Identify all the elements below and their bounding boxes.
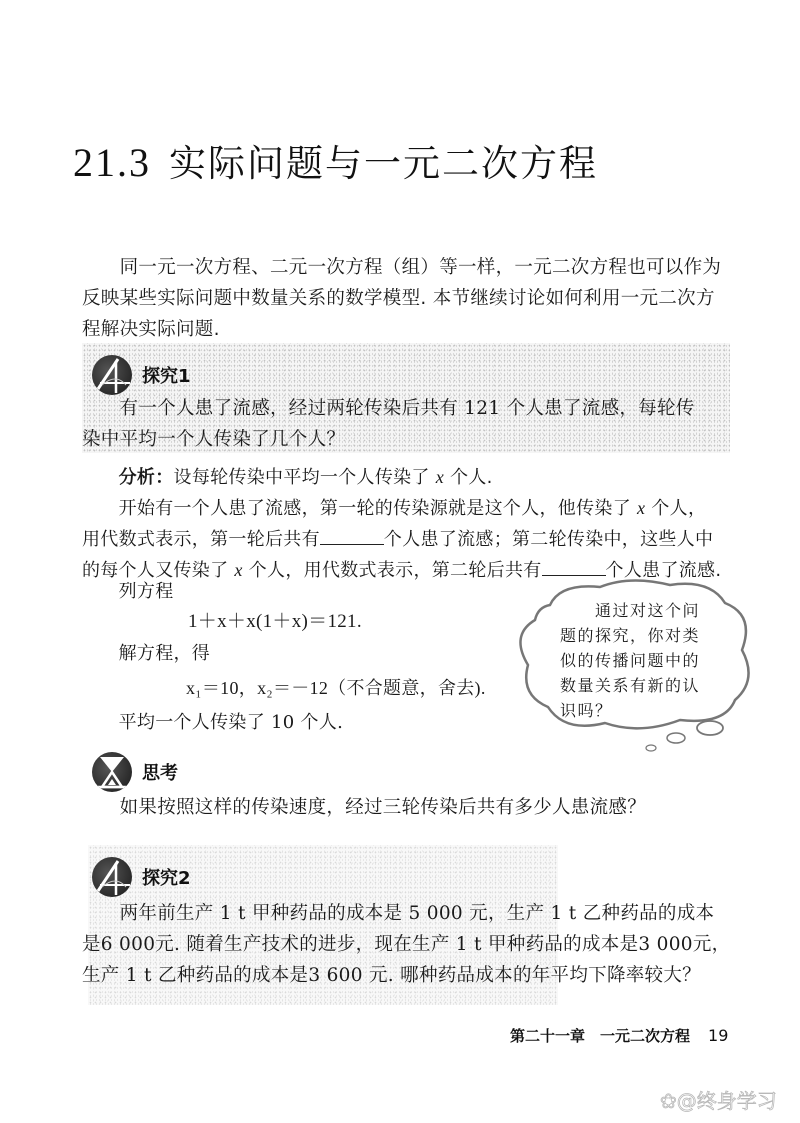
explore2-problem: [82, 898, 730, 991]
conclusion: 平均一个人传染了 10 个人.: [82, 712, 344, 733]
intro-paragraph: [82, 252, 762, 345]
section-title: [73, 133, 598, 187]
think-question: 如果按照这样的传染速度，经过三轮传染后共有多少人患流感？: [82, 797, 647, 818]
section-number: 21.3: [73, 140, 151, 185]
problem-line: 是6 000元. 随着生产技术的进步，现在生产 1 t 甲种药品的成本是3 000元，: [82, 934, 731, 955]
analysis-text: 用代数式表示，第一轮后共有: [82, 529, 320, 550]
problem-line: 两年前生产 1 t 甲种药品的成本是 5 000 元，生产 1 t 乙种药品的成本: [82, 903, 715, 924]
analysis-text: 个人患了流感.: [605, 560, 722, 581]
think-header: [92, 752, 178, 792]
explore2-header: [92, 857, 191, 897]
paw-icon: ❀: [660, 1089, 677, 1113]
equation: 1＋x＋x(1＋x)＝121.: [188, 611, 362, 632]
think-label: 思考: [142, 763, 178, 784]
intro-line: 同一元一次方程、二元一次方程（组）等一样，一元二次方程也可以作为: [82, 257, 722, 278]
analysis-line: [82, 493, 721, 524]
problem-line: 染中平均一个人传染了几个人？: [82, 429, 346, 450]
intro-line: 反映某些实际问题中数量关系的数学模型. 本节继续讨论如何利用一元二次方: [82, 288, 715, 309]
analysis-text: 开始有一个人患了流感，第一轮的传染源就是这个人，他传染了: [82, 498, 638, 519]
analysis-text: 的每个人又传染了: [82, 560, 235, 581]
answer-blank-1[interactable]: [320, 526, 384, 545]
variable-x: x: [234, 560, 243, 580]
explore-compass-icon: [92, 355, 132, 395]
problem-line: 有一个人患了流感，经过两轮传染后共有 121 个人患了流感，每轮传: [82, 398, 695, 419]
intro-line: 程解决实际问题.: [82, 319, 220, 340]
problem-line: 生产 1 t 乙种药品的成本是3 600 元. 哪种药品成本的年平均下降率较大？: [82, 965, 701, 986]
think-hourglass-icon: [92, 752, 132, 792]
variable-x: x: [435, 467, 445, 487]
analysis-intro: [82, 462, 721, 493]
thought-bubble-text: 通过对这个问题的探究，你对类似的传播问题中的数量关系有新的认识吗？: [560, 601, 701, 720]
page-number: 19: [708, 1026, 729, 1045]
explore-compass-icon: [92, 857, 132, 897]
analysis-text: 个人，用代数式表示，第二轮后共有: [242, 560, 542, 581]
setup-label: 列方程: [82, 581, 174, 602]
solve-label: 解方程，得: [82, 643, 211, 664]
variable-x: x: [637, 498, 646, 518]
analysis-text: 个人，: [645, 498, 707, 519]
explore1-label: 探究1: [142, 366, 191, 387]
explore2-label: 探究2: [142, 868, 191, 889]
watermark-text: @终身学习: [676, 1089, 777, 1113]
page-footer: [510, 1025, 728, 1046]
section-title-text: 实际问题与一元二次方程: [169, 142, 598, 185]
answer-blank-2[interactable]: [542, 557, 606, 576]
watermark: [660, 1085, 777, 1114]
explore1-problem: [82, 393, 695, 455]
solution: x₁＝10，x₂＝－12（不合题意，舍去).: [186, 678, 486, 698]
analysis-label: 分析：: [118, 467, 174, 488]
analysis-text: 个人患了流感；第二轮传染中，这些人中: [383, 529, 714, 550]
analysis-text: 个人.: [444, 467, 493, 488]
chapter-name: 第二十一章 一元二次方程: [510, 1027, 691, 1045]
explore1-header: [92, 355, 191, 395]
analysis-text: 设每轮传染中平均一个人传染了: [173, 467, 436, 488]
analysis-line: [82, 524, 721, 555]
analysis-block: [82, 462, 721, 586]
